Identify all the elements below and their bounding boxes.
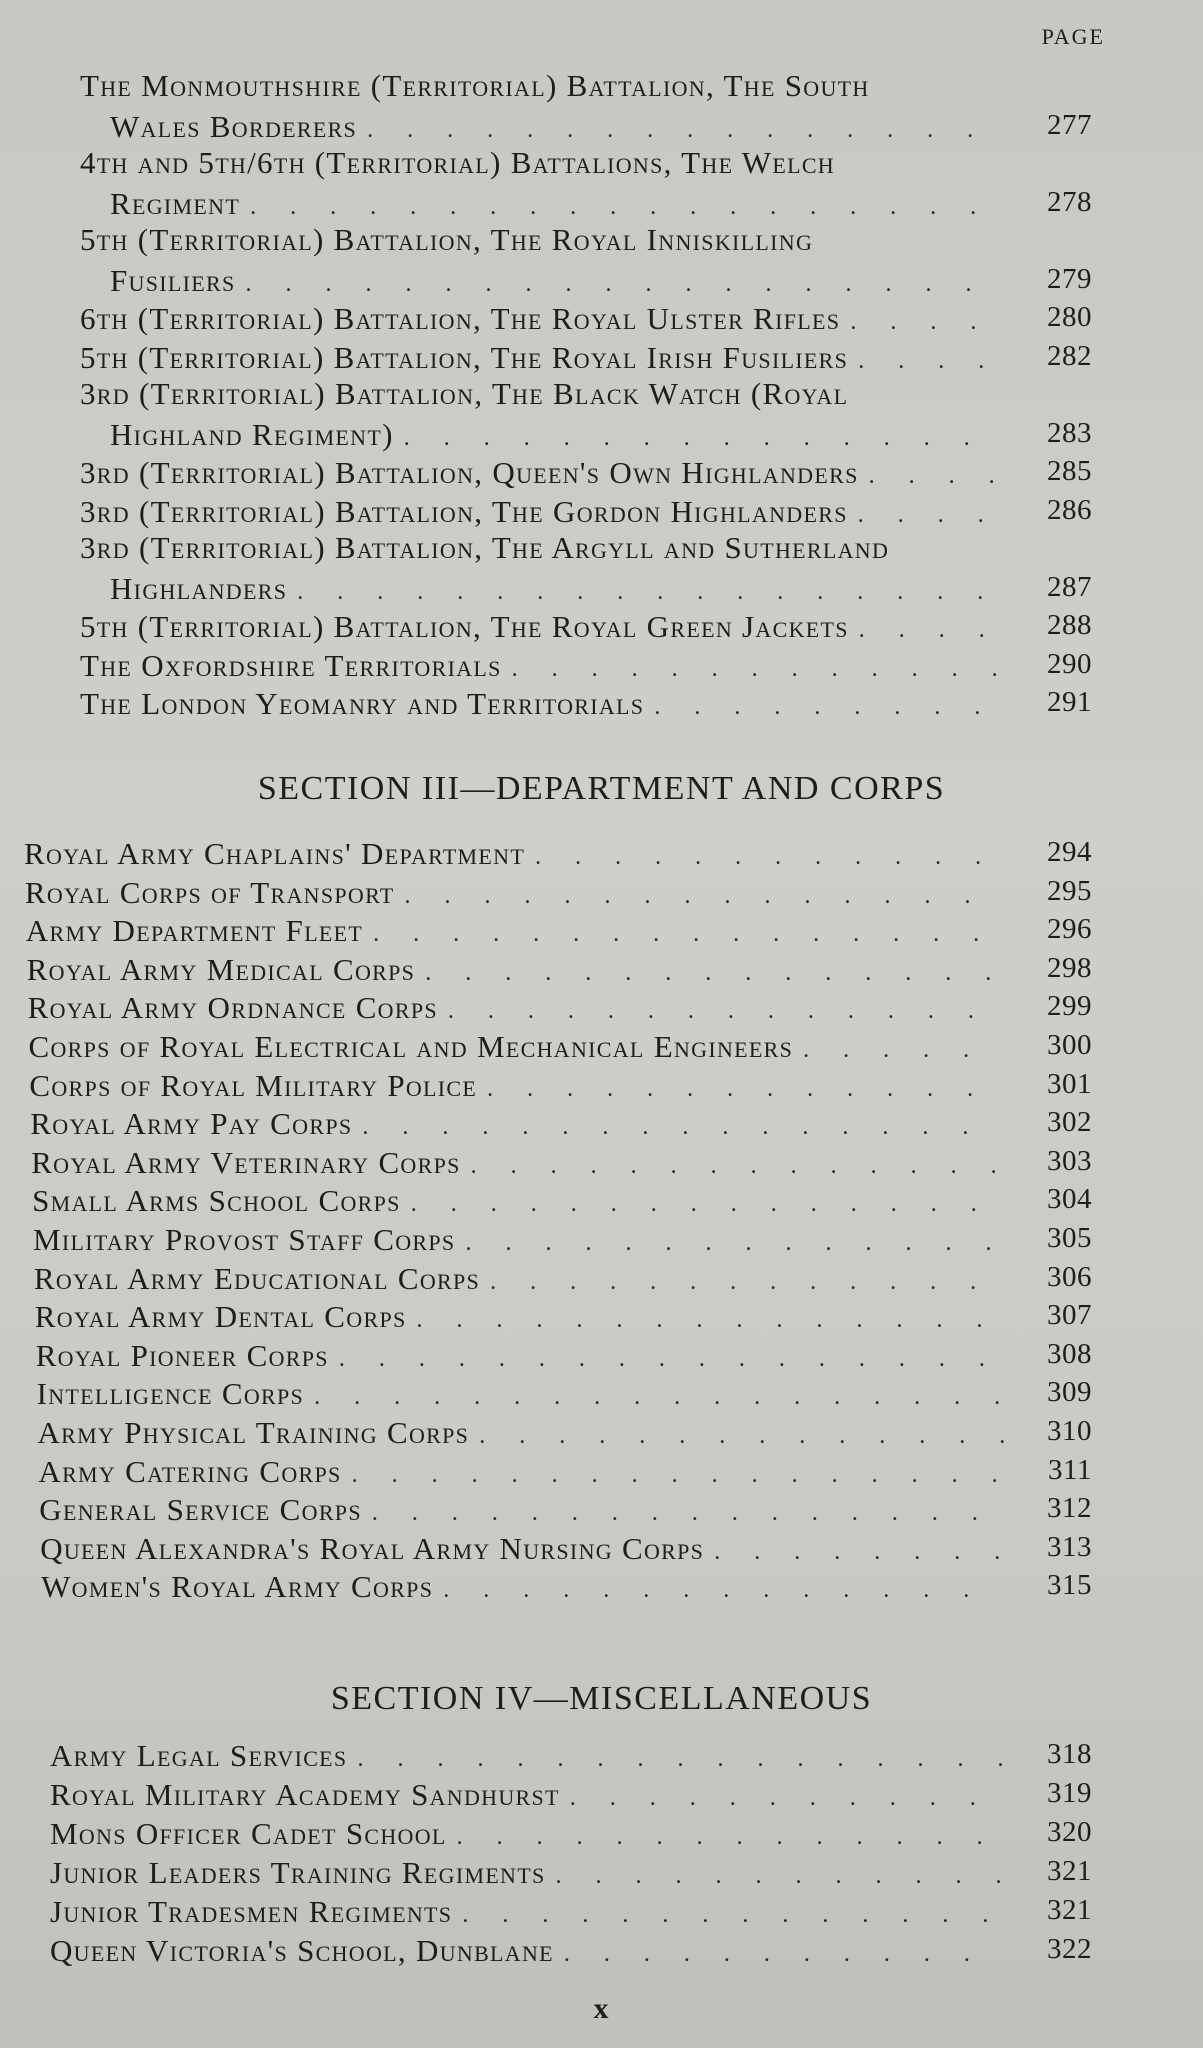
- dot-leader: [405, 884, 1004, 908]
- dot-leader: [297, 580, 1004, 604]
- dot-leader: [479, 1424, 1004, 1448]
- dot-leader: [404, 426, 1004, 450]
- dot-leader: [465, 1231, 1004, 1255]
- entry-title: Army Department Fleet: [25, 913, 364, 949]
- toc-entry: [25, 913, 1092, 949]
- toc-entry: [38, 1453, 1092, 1489]
- entry-page-number: 291: [1047, 686, 1092, 718]
- dot-leader: [487, 1077, 1004, 1101]
- toc-entry: [33, 1260, 1092, 1296]
- dot-leader: [570, 1786, 1004, 1810]
- dot-leader: [564, 1942, 1004, 1966]
- dot-leader: [803, 1038, 1004, 1062]
- entry-title: Royal Army Ordnance Corps: [27, 990, 438, 1026]
- section-3-heading: SECTION III—DEPARTMENT AND CORPS: [257, 770, 946, 807]
- toc-entry-first-line: 3rd (Territorial) Battalion, The Argyll and Sutherland: [80, 530, 890, 565]
- entry-title: Small Arms School Corps: [32, 1183, 401, 1219]
- toc-entry: [110, 570, 1092, 606]
- entry-title: 5th (Territorial) Battalion, The Royal Irish Fusiliers: [80, 339, 849, 375]
- entry-page-number: 321: [1047, 1855, 1092, 1887]
- entry-page-number: 294: [1047, 836, 1092, 868]
- entry-page-number: 285: [1047, 455, 1092, 487]
- entry-page-number: 278: [1047, 185, 1092, 218]
- toc-entry: [80, 686, 1092, 721]
- entry-page-number: 296: [1046, 913, 1092, 946]
- entry-title: Royal Army Educational Corps: [33, 1260, 481, 1296]
- dot-leader: [425, 961, 1004, 985]
- section-4-heading: SECTION IV—MISCELLANEOUS: [330, 1680, 873, 1717]
- entry-page-number: 301: [1046, 1067, 1092, 1100]
- entry-title: Highlanders: [110, 570, 288, 606]
- entry-page-number: 322: [1047, 1933, 1092, 1965]
- entry-title: Royal Pioneer Corps: [35, 1337, 329, 1373]
- dot-leader: [859, 618, 1004, 642]
- dot-leader: [471, 1154, 1004, 1178]
- entry-page-number: 311: [1048, 1453, 1092, 1486]
- dot-leader: [858, 503, 1004, 527]
- dot-leader: [339, 1347, 1004, 1371]
- toc-entry: [50, 1894, 1092, 1929]
- toc-entry: [110, 185, 1092, 221]
- entry-page-number: 310: [1047, 1415, 1092, 1447]
- dot-leader: [352, 1463, 1004, 1487]
- toc-entry: [31, 1144, 1092, 1180]
- dot-leader: [443, 1578, 1004, 1602]
- toc-entry: [27, 990, 1092, 1026]
- toc-entry: [29, 1067, 1092, 1103]
- entry-title: Royal Army Dental Corps: [34, 1299, 407, 1335]
- dot-leader: [714, 1540, 1004, 1564]
- toc-entry-first-line: The Monmouthshire (Territorial) Battalion, The South: [80, 68, 870, 103]
- toc-entry: [50, 1777, 1092, 1812]
- entry-page-number: 299: [1046, 990, 1092, 1023]
- entry-page-number: 295: [1046, 874, 1092, 907]
- entry-title: Intelligence Corps: [36, 1376, 305, 1412]
- entry-page-number: 315: [1046, 1569, 1092, 1602]
- entry-title: General Service Corps: [39, 1492, 362, 1528]
- entry-page-number: 320: [1047, 1816, 1092, 1848]
- toc-entry: [80, 493, 1092, 529]
- toc-entry: [37, 1415, 1092, 1450]
- toc-entry: [30, 1106, 1092, 1142]
- entry-page-number: 318: [1047, 1738, 1092, 1770]
- entry-title: Army Legal Services: [50, 1738, 348, 1773]
- dot-leader: [512, 657, 1004, 681]
- toc-entry-first-line: 5th (Territorial) Battalion, The Royal Inniskilling: [80, 222, 814, 257]
- entry-page-number: 298: [1046, 951, 1092, 984]
- toc-entry: [110, 108, 1092, 144]
- toc-entry: [34, 1299, 1092, 1335]
- entry-title: Royal Military Academy Sandhurst: [50, 1777, 560, 1812]
- toc-entry: [24, 836, 1092, 871]
- dot-leader: [367, 118, 1004, 142]
- entry-title: 3rd (Territorial) Battalion, Queen's Own Highlanders: [80, 455, 859, 490]
- toc-entry: [28, 1029, 1092, 1064]
- entry-page-number: 307: [1046, 1299, 1092, 1332]
- entry-title: Royal Army Veterinary Corps: [31, 1144, 461, 1180]
- entry-page-number: 305: [1047, 1222, 1092, 1254]
- entry-page-number: 302: [1046, 1106, 1092, 1139]
- entry-title: 3rd (Territorial) Battalion, The Gordon Highlanders: [80, 493, 848, 529]
- dot-leader: [250, 195, 1004, 219]
- entry-page-number: 308: [1046, 1337, 1092, 1370]
- entry-page-number: 290: [1047, 647, 1092, 680]
- toc-entry: [50, 1855, 1092, 1890]
- dot-leader: [417, 1308, 1004, 1332]
- entry-title: Fusiliers: [110, 262, 236, 298]
- dot-leader: [850, 310, 1004, 334]
- toc-entry: [32, 1183, 1092, 1219]
- dot-leader: [869, 464, 1004, 488]
- page-folio: x: [593, 1992, 610, 2025]
- entry-page-number: 319: [1047, 1777, 1092, 1809]
- toc-entry: [50, 1816, 1092, 1851]
- entry-title: Royal Army Pay Corps: [30, 1106, 353, 1142]
- dot-leader: [556, 1864, 1004, 1888]
- entry-page-number: 277: [1047, 108, 1092, 141]
- dot-leader: [535, 845, 1004, 869]
- dot-leader: [411, 1192, 1004, 1216]
- dot-leader: [246, 272, 1004, 296]
- entry-title: 6th (Territorial) Battalion, The Royal Ulster Rifles: [80, 301, 841, 336]
- entry-page-number: 312: [1046, 1492, 1092, 1525]
- dot-leader: [462, 1903, 1004, 1927]
- entry-title: Military Provost Staff Corps: [33, 1222, 456, 1257]
- dot-leader: [490, 1270, 1004, 1294]
- toc-entry: [24, 874, 1092, 910]
- entry-page-number: 300: [1047, 1029, 1092, 1061]
- dot-leader: [654, 695, 1004, 719]
- entry-page-number: 304: [1046, 1183, 1092, 1216]
- entry-title: Corps of Royal Electrical and Mechanical Engineers: [28, 1029, 794, 1064]
- toc-entry: [50, 1933, 1092, 1968]
- toc-entry: [80, 301, 1092, 336]
- entry-page-number: 321: [1047, 1894, 1092, 1926]
- entry-title: Junior Tradesmen Regiments: [50, 1894, 453, 1929]
- entry-page-number: 280: [1047, 301, 1092, 333]
- entry-page-number: 288: [1047, 609, 1092, 641]
- dot-leader: [858, 349, 1004, 373]
- dot-leader: [448, 999, 1004, 1023]
- toc-entry: [36, 1376, 1092, 1412]
- entry-page-number: 303: [1046, 1144, 1092, 1177]
- toc-entry: [80, 647, 1092, 683]
- dot-leader: [362, 1115, 1004, 1139]
- entry-title: The London Yeomanry and Territorials: [80, 686, 645, 721]
- toc-entry: [80, 609, 1092, 644]
- toc-entry: [110, 262, 1092, 298]
- entry-title: 5th (Territorial) Battalion, The Royal Green Jackets: [80, 609, 849, 644]
- entry-page-number: 282: [1047, 339, 1092, 372]
- entry-title: Royal Army Medical Corps: [26, 951, 416, 987]
- toc-entry: [26, 951, 1092, 987]
- dot-leader: [373, 922, 1004, 946]
- toc-entry-first-line: 3rd (Territorial) Battalion, The Black Watch (Royal: [80, 376, 849, 411]
- toc-entry: [80, 455, 1092, 490]
- toc-entry: [110, 416, 1092, 452]
- toc-entry: [41, 1569, 1092, 1605]
- entry-page-number: 306: [1046, 1260, 1092, 1293]
- toc-entry: [40, 1530, 1092, 1566]
- toc-entry: [33, 1222, 1092, 1257]
- entry-title: Regiment: [110, 185, 241, 221]
- entry-title: Royal Army Chaplains' Department: [24, 836, 526, 871]
- entry-title: Queen Alexandra's Royal Army Nursing Corps: [40, 1530, 705, 1566]
- entry-page-number: 309: [1046, 1376, 1092, 1409]
- entry-page-number: 279: [1047, 262, 1092, 295]
- entry-page-number: 283: [1047, 416, 1092, 449]
- entry-title: The Oxfordshire Territorials: [80, 647, 502, 683]
- toc-entry: [35, 1337, 1092, 1373]
- entry-title: Wales Borderers: [110, 108, 358, 144]
- entry-title: Junior Leaders Training Regiments: [50, 1855, 546, 1890]
- entry-title: Corps of Royal Military Police: [29, 1067, 478, 1103]
- entry-page-number: 313: [1046, 1530, 1092, 1563]
- entry-page-number: 286: [1047, 493, 1092, 526]
- toc-entry-first-line: 4th and 5th/6th (Territorial) Battalions, The Welch: [80, 145, 835, 180]
- entry-title: Highland Regiment): [110, 416, 394, 452]
- toc-entry: [50, 1738, 1092, 1773]
- entry-title: Royal Corps of Transport: [24, 874, 395, 910]
- toc-entry: [80, 339, 1092, 375]
- entry-title: Queen Victoria's School, Dunblane: [50, 1933, 554, 1968]
- entry-page-number: 287: [1047, 570, 1092, 603]
- entry-title: Mons Officer Cadet School: [50, 1816, 447, 1851]
- dot-leader: [457, 1825, 1004, 1849]
- entry-title: Women's Royal Army Corps: [41, 1569, 434, 1605]
- dot-leader: [314, 1385, 1004, 1409]
- dot-leader: [372, 1501, 1004, 1525]
- page-column-header: PAGE: [1041, 24, 1105, 49]
- entry-title: Army Physical Training Corps: [37, 1415, 470, 1450]
- dot-leader: [357, 1747, 1004, 1771]
- entry-title: Army Catering Corps: [38, 1453, 342, 1489]
- toc-entry: [39, 1492, 1092, 1528]
